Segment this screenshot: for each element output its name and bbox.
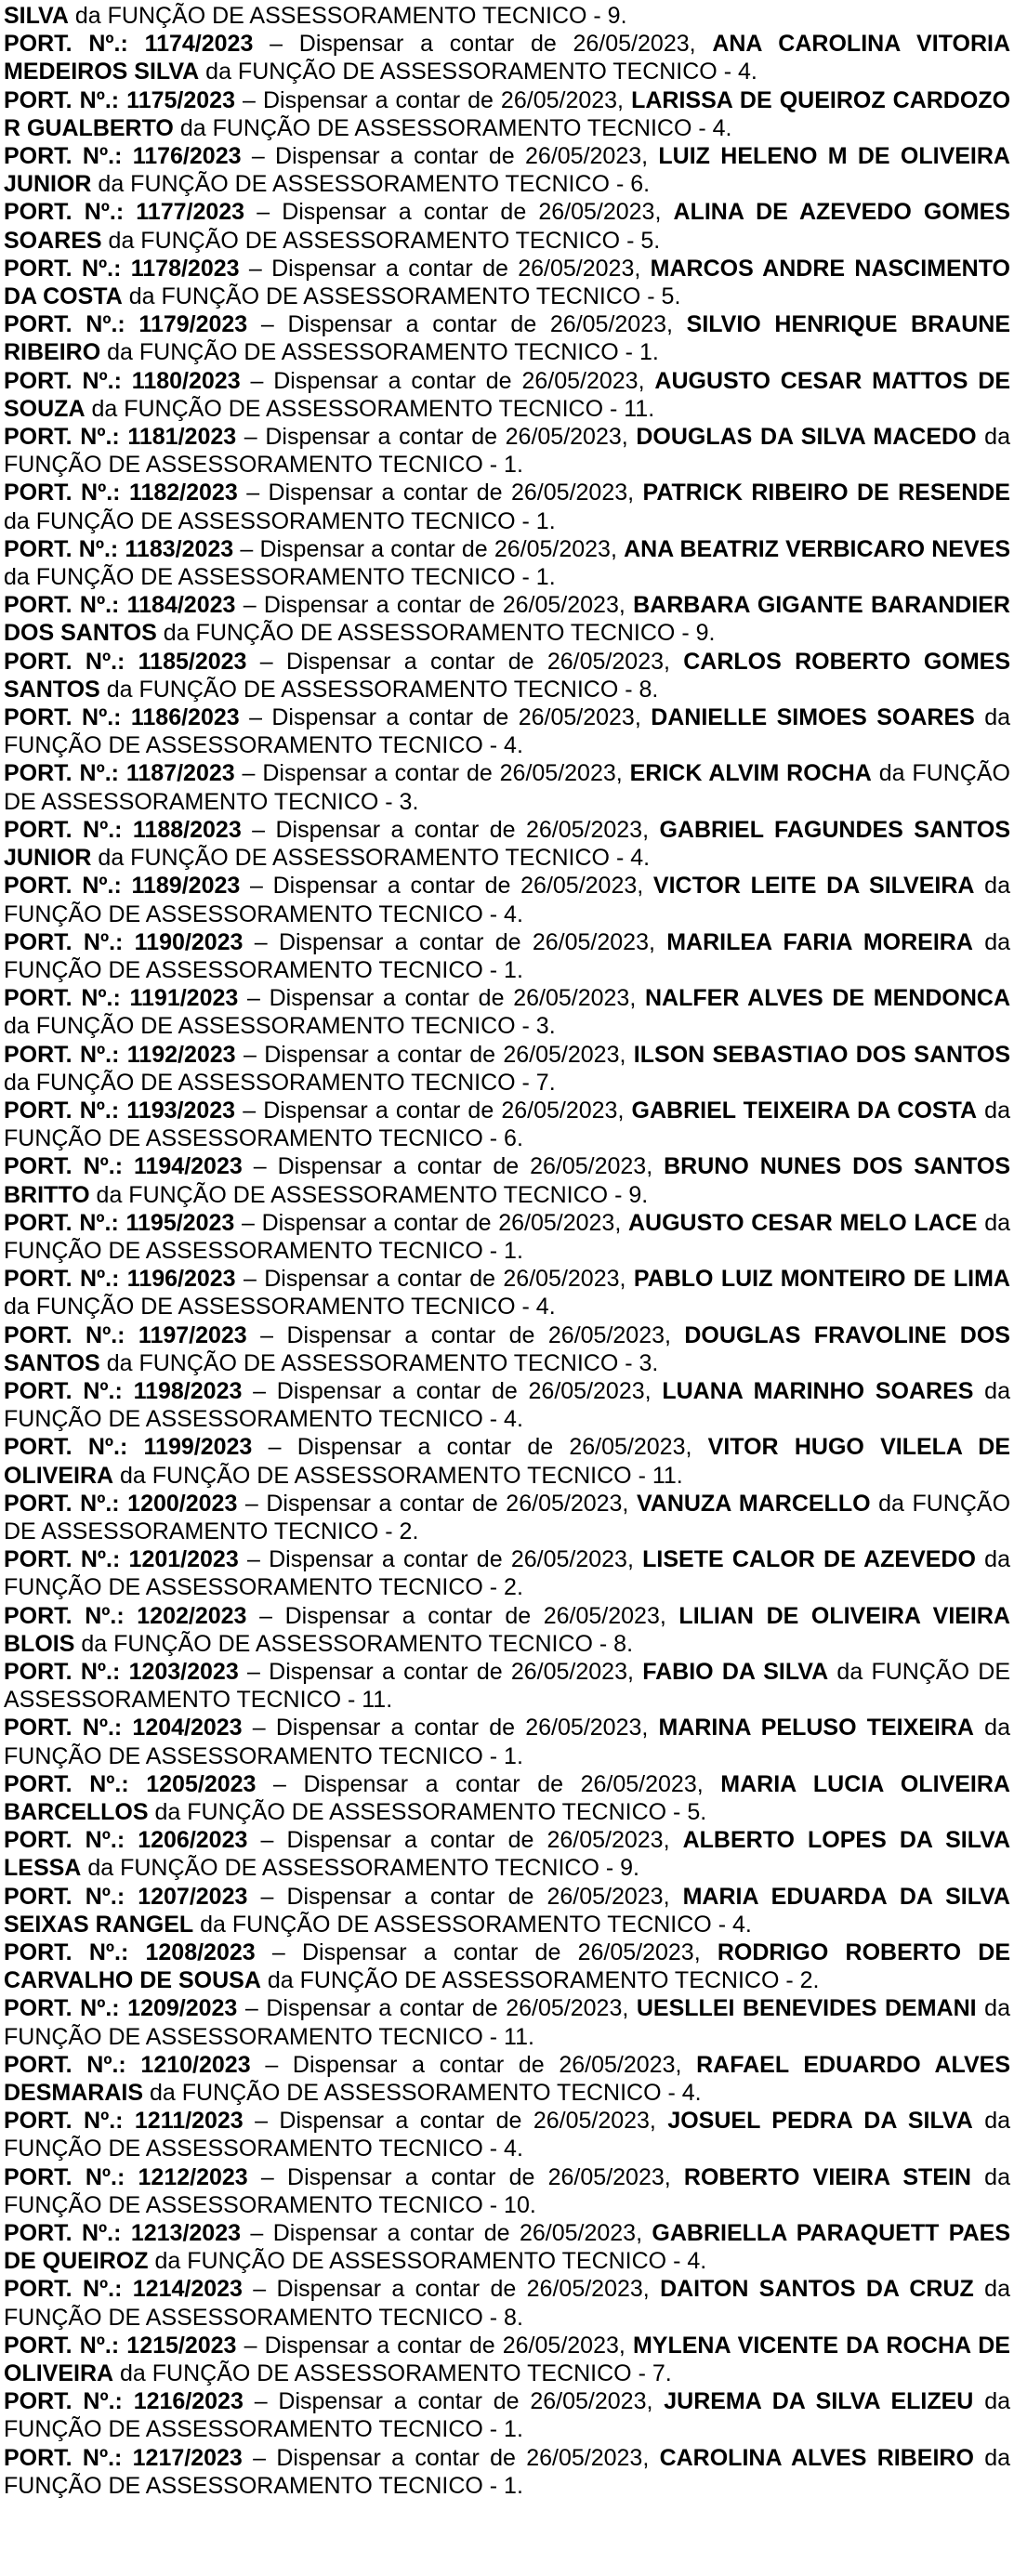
dispense-action: – Dispensar a contar de 26/05/2023,	[254, 928, 655, 955]
portaria-number: PORT. Nº.: 1200/2023	[4, 1490, 238, 1517]
employee-name: MARCOS ANDRE NASCIMENTO DA COSTA	[4, 255, 1010, 310]
portaria-entry	[4, 1377, 1010, 1433]
function-suffix: da FUNÇÃO DE ASSESSORAMENTO TECNICO - 1.	[107, 339, 659, 366]
portaria-number: PORT. Nº.: 1193/2023	[4, 1097, 236, 1124]
employee-name: RODRIGO ROBERTO DE CARVALHO DE SOUSA	[4, 1939, 1010, 1994]
portaria-entry	[4, 1714, 1010, 1769]
dispense-action: – Dispensar a contar de 26/05/2023,	[250, 2220, 643, 2247]
portaria-entry	[4, 703, 1010, 759]
portaria-number: PORT. Nº.: 1184/2023	[4, 592, 236, 619]
portaria-number: PORT. Nº.: 1207/2023	[4, 1883, 248, 1910]
employee-name: ROBERTO VIEIRA STEIN	[683, 2163, 971, 2190]
function-suffix: da FUNÇÃO DE ASSESSORAMENTO TECNICO - 1.	[4, 1209, 1010, 1264]
employee-name: VITOR HUGO VILELA DE OLIVEIRA	[4, 1434, 1010, 1489]
portaria-number: PORT. Nº.: 1199/2023	[4, 1434, 253, 1461]
function-suffix: da FUNÇÃO DE ASSESSORAMENTO TECNICO - 3.	[106, 1349, 659, 1376]
dispense-action: – Dispensar a contar de 26/05/2023,	[244, 2332, 626, 2359]
function-suffix: da FUNÇÃO DE ASSESSORAMENTO TECNICO - 7.	[120, 2360, 672, 2387]
employee-name: VICTOR LEITE DA SILVEIRA	[652, 873, 975, 900]
portaria-number: PORT. Nº.: 1188/2023	[4, 816, 242, 843]
function-suffix: da FUNÇÃO DE ASSESSORAMENTO TECNICO - 4.	[205, 59, 757, 85]
employee-name: BRUNO NUNES DOS SANTOS BRITTO	[4, 1153, 1011, 1208]
portaria-entry	[4, 1321, 1010, 1377]
function-suffix: da FUNÇÃO DE ASSESSORAMENTO TECNICO - 8.	[81, 1630, 634, 1657]
employee-name: SILVA	[4, 3, 69, 29]
portaria-number: PORT. Nº.: 1214/2023	[4, 2276, 243, 2303]
employee-name: MARINA PELUSO TEIXEIRA	[658, 1715, 974, 1741]
employee-name: DAITON SANTOS DA CRUZ	[660, 2276, 974, 2303]
portaria-entry	[4, 1826, 1010, 1882]
function-suffix: da FUNÇÃO DE ASSESSORAMENTO TECNICO - 1.	[4, 2444, 1011, 2499]
dispense-action: – Dispensar a contar de 26/05/2023,	[246, 480, 635, 506]
function-suffix: da FUNÇÃO DE ASSESSORAMENTO TECNICO - 9.	[96, 1181, 649, 1208]
portaria-entry	[4, 1883, 1010, 1939]
portaria-number: PORT. Nº.: 1174/2023	[4, 31, 254, 58]
dispense-action: – Dispensar a contar de 26/05/2023,	[273, 1770, 704, 1797]
portaria-number: PORT. Nº.: 1187/2023	[4, 760, 235, 787]
function-suffix: da FUNÇÃO DE ASSESSORAMENTO TECNICO - 1.	[4, 564, 556, 591]
employee-name: ALINA DE AZEVEDO GOMES SOARES	[4, 199, 1010, 254]
function-suffix: da FUNÇÃO DE ASSESSORAMENTO TECNICO - 6.	[98, 171, 651, 198]
employee-name: UESLLEI BENEVIDES DEMANI	[636, 1995, 977, 2022]
portaria-entry	[4, 367, 1010, 423]
function-suffix: da FUNÇÃO DE ASSESSORAMENTO TECNICO - 7.	[4, 1069, 556, 1096]
portaria-entry	[4, 535, 1010, 591]
dispense-action: – Dispensar a contar de 26/05/2023,	[242, 760, 623, 787]
portaria-number: PORT. Nº.: 1195/2023	[4, 1209, 235, 1236]
portaria-number: PORT. Nº.: 1186/2023	[4, 704, 240, 731]
function-suffix: da FUNÇÃO DE ASSESSORAMENTO TECNICO - 8.	[4, 2276, 1010, 2331]
employee-name: RAFAEL EDUARDO ALVES DESMARAIS	[4, 2051, 1010, 2107]
portaria-entry	[4, 1939, 1010, 1994]
employee-name: AUGUSTO CESAR MELO LACE	[628, 1209, 978, 1236]
portaria-entry	[4, 872, 1010, 927]
portaria-number: PORT. Nº.: 1215/2023	[4, 2332, 237, 2359]
portaria-entry	[4, 984, 1010, 1040]
dispense-action: – Dispensar a contar de 26/05/2023,	[243, 1266, 626, 1293]
employee-name: PABLO LUIZ MONTEIRO DE LIMA	[633, 1266, 1010, 1293]
dispense-action: – Dispensar a contar de 26/05/2023,	[243, 1097, 625, 1124]
portaria-entry	[4, 2275, 1010, 2331]
portaria-entry	[4, 648, 1010, 703]
portaria-entry	[4, 2051, 1010, 2107]
employee-name: ANA CAROLINA VITORIA MEDEIROS SILVA	[4, 31, 1010, 85]
portaria-entry	[4, 1152, 1010, 1208]
portaria-number: PORT. Nº.: 1196/2023	[4, 1266, 236, 1293]
portaria-number: PORT. Nº.: 1216/2023	[4, 2388, 244, 2415]
function-suffix: da FUNÇÃO DE ASSESSORAMENTO TECNICO - 1.	[4, 507, 556, 534]
function-suffix: da FUNÇÃO DE ASSESSORAMENTO TECNICO - 9.	[163, 620, 716, 647]
function-suffix: da FUNÇÃO DE ASSESSORAMENTO TECNICO - 4.	[4, 704, 1011, 759]
function-suffix: da FUNÇÃO DE ASSESSORAMENTO TECNICO - 6.	[4, 1097, 1010, 1152]
dispense-action: – Dispensar a contar de 26/05/2023,	[251, 143, 649, 170]
function-suffix: da FUNÇÃO DE ASSESSORAMENTO TECNICO - 4.	[4, 1377, 1010, 1433]
employee-name: ALBERTO LOPES DA SILVA LESSA	[4, 1827, 1010, 1882]
dispense-action: – Dispensar a contar de 26/05/2023,	[247, 985, 637, 1012]
dispense-action: – Dispensar a contar de 26/05/2023,	[244, 1490, 629, 1517]
function-suffix: da FUNÇÃO DE ASSESSORAMENTO TECNICO - 1.	[4, 1715, 1010, 1769]
portaria-entry	[4, 2444, 1010, 2500]
function-suffix: da FUNÇÃO DE ASSESSORAMENTO TECNICO - 9.	[74, 3, 627, 29]
dispense-action: – Dispensar a contar de 26/05/2023,	[259, 648, 670, 675]
portaria-entry	[4, 1097, 1010, 1152]
function-suffix: da FUNÇÃO DE ASSESSORAMENTO TECNICO - 9.	[87, 1855, 639, 1882]
function-suffix: da FUNÇÃO DE ASSESSORAMENTO TECNICO - 2.	[4, 1490, 1011, 1544]
portaria-entry	[4, 1545, 1010, 1601]
portaria-entry	[4, 255, 1010, 310]
portaria-number: PORT. Nº.: 1203/2023	[4, 1658, 239, 1685]
function-suffix: da FUNÇÃO DE ASSESSORAMENTO TECNICO - 10.	[4, 2163, 1010, 2218]
portaria-number: PORT. Nº.: 1210/2023	[4, 2051, 251, 2078]
employee-name: PATRICK RIBEIRO DE RESENDE	[642, 480, 1010, 506]
portaria-entry	[4, 759, 1010, 815]
dispense-action: – Dispensar a contar de 26/05/2023,	[250, 367, 645, 394]
portaria-entry	[4, 1770, 1010, 1826]
function-suffix: da FUNÇÃO DE ASSESSORAMENTO TECNICO - 4.	[149, 2080, 702, 2107]
portaria-entry	[4, 142, 1010, 198]
portaria-number: PORT. Nº.: 1179/2023	[4, 311, 248, 338]
portaria-number: PORT. Nº.: 1204/2023	[4, 1715, 243, 1741]
portaria-number: PORT. Nº.: 1175/2023	[4, 86, 235, 113]
dispense-action: – Dispensar a contar de 26/05/2023,	[243, 592, 626, 619]
employee-name: GABRIEL TEIXEIRA DA COSTA	[631, 1097, 978, 1124]
dispense-action: – Dispensar a contar de 26/05/2023,	[270, 31, 696, 58]
portaria-entry	[4, 816, 1010, 872]
portaria-number: PORT. Nº.: 1202/2023	[4, 1602, 247, 1629]
dispense-action: – Dispensar a contar de 26/05/2023,	[243, 86, 625, 113]
function-suffix: da FUNÇÃO DE ASSESSORAMENTO TECNICO - 4.	[4, 1294, 556, 1321]
dispense-action: – Dispensar a contar de 26/05/2023,	[268, 1434, 692, 1461]
dispense-action: – Dispensar a contar de 26/05/2023,	[249, 704, 641, 731]
dispense-action: – Dispensar a contar de 26/05/2023,	[260, 1883, 670, 1910]
dispense-action: – Dispensar a contar de 26/05/2023,	[259, 1602, 666, 1629]
portaria-number: PORT. Nº.: 1212/2023	[4, 2163, 248, 2190]
employee-name: DOUGLAS FRAVOLINE DOS SANTOS	[4, 1321, 1010, 1376]
dispense-action: – Dispensar a contar de 26/05/2023,	[247, 1658, 634, 1685]
employee-name: NALFER ALVES DE MENDONCA	[645, 985, 1011, 1012]
portaria-number: PORT. Nº.: 1205/2023	[4, 1770, 257, 1797]
portaria-number: PORT. Nº.: 1211/2023	[4, 2108, 244, 2135]
function-suffix: da FUNÇÃO DE ASSESSORAMENTO TECNICO - 8.	[106, 676, 659, 703]
dispense-action: – Dispensar a contar de 26/05/2023,	[265, 2051, 682, 2078]
portaria-entry	[4, 2332, 1010, 2387]
function-suffix: da FUNÇÃO DE ASSESSORAMENTO TECNICO - 3.	[4, 1013, 556, 1040]
dispense-action: – Dispensar a contar de 26/05/2023,	[271, 1939, 701, 1966]
employee-name: ANA BEATRIZ VERBICARO NEVES	[624, 535, 1011, 562]
portaria-entry	[4, 1209, 1010, 1265]
dispense-action: – Dispensar a contar de 26/05/2023,	[254, 2388, 653, 2415]
dispense-action: – Dispensar a contar de 26/05/2023,	[249, 873, 644, 900]
dispense-action: – Dispensar a contar de 26/05/2023,	[248, 255, 641, 282]
portaria-entry	[4, 2107, 1010, 2162]
dispense-action: – Dispensar a contar de 26/05/2023,	[253, 2276, 650, 2303]
portaria-entry	[4, 1490, 1010, 1545]
employee-name: MARILEA FARIA MOREIRA	[666, 928, 973, 955]
portaria-number: PORT. Nº.: 1192/2023	[4, 1041, 236, 1068]
function-suffix: da FUNÇÃO DE ASSESSORAMENTO TECNICO - 4.	[98, 845, 651, 872]
portaria-number: PORT. Nº.: 1191/2023	[4, 985, 239, 1012]
portaria-number: PORT. Nº.: 1182/2023	[4, 480, 238, 506]
portaria-list	[4, 30, 1010, 2500]
employee-name: GABRIELLA PARAQUETT PAES DE QUEIROZ	[4, 2220, 1010, 2275]
employee-name: AUGUSTO CESAR MATTOS DE SOUZA	[4, 367, 1011, 422]
employee-name: MARIA LUCIA OLIVEIRA BARCELLOS	[4, 1770, 1010, 1825]
portaria-entry	[4, 1602, 1010, 1658]
function-suffix: da FUNÇÃO DE ASSESSORAMENTO TECNICO - 4.	[4, 2108, 1011, 2162]
dispense-action: – Dispensar a contar de 26/05/2023,	[260, 1321, 671, 1348]
function-suffix: da FUNÇÃO DE ASSESSORAMENTO TECNICO - 5.	[128, 283, 681, 310]
portaria-entry	[4, 86, 1010, 142]
dispense-action: – Dispensar a contar de 26/05/2023,	[260, 1827, 670, 1854]
employee-name: JOSUEL PEDRA DA SILVA	[667, 2108, 973, 2135]
employee-name: LUANA MARINHO SOARES	[662, 1377, 974, 1404]
employee-name: LILIAN DE OLIVEIRA VIEIRA BLOIS	[4, 1602, 1010, 1657]
function-suffix: da FUNÇÃO DE ASSESSORAMENTO TECNICO - 2.	[267, 1967, 820, 1994]
function-suffix: da FUNÇÃO DE ASSESSORAMENTO TECNICO - 1.	[4, 928, 1010, 983]
portaria-number: PORT. Nº.: 1213/2023	[4, 2220, 242, 2247]
dispense-action: – Dispensar a contar de 26/05/2023,	[253, 1153, 653, 1180]
portaria-entry	[4, 2163, 1010, 2219]
portaria-number: PORT. Nº.: 1194/2023	[4, 1153, 243, 1180]
portaria-entry	[4, 1433, 1010, 1489]
portaria-number: PORT. Nº.: 1217/2023	[4, 2444, 243, 2471]
portaria-entry	[4, 1994, 1010, 2050]
dispense-action: – Dispensar a contar de 26/05/2023,	[246, 1546, 634, 1573]
function-suffix: da FUNÇÃO DE ASSESSORAMENTO TECNICO - 3.	[4, 760, 1010, 815]
portaria-entry	[4, 1265, 1010, 1321]
employee-name: DOUGLAS DA SILVA MACEDO	[636, 424, 977, 451]
employee-name: MARIA EDUARDA DA SILVA SEIXAS RANGEL	[4, 1883, 1010, 1938]
portaria-number: PORT. Nº.: 1206/2023	[4, 1827, 248, 1854]
portaria-entry	[4, 479, 1010, 534]
function-suffix: da FUNÇÃO DE ASSESSORAMENTO TECNICO - 4.	[154, 2248, 707, 2275]
dispense-action: – Dispensar a contar de 26/05/2023,	[243, 1041, 626, 1068]
portaria-number: PORT. Nº.: 1198/2023	[4, 1377, 243, 1404]
employee-name: SILVIO HENRIQUE BRAUNE RIBEIRO	[4, 311, 1010, 366]
function-suffix: da FUNÇÃO DE ASSESSORAMENTO TECNICO - 4.	[200, 1911, 752, 1938]
portaria-number: PORT. Nº.: 1181/2023	[4, 424, 237, 451]
function-suffix: da FUNÇÃO DE ASSESSORAMENTO TECNICO - 11.	[120, 1462, 683, 1489]
dispense-action: – Dispensar a contar de 26/05/2023,	[253, 1377, 652, 1404]
dispense-action: – Dispensar a contar de 26/05/2023,	[240, 535, 617, 562]
portaria-number: PORT. Nº.: 1178/2023	[4, 255, 240, 282]
portaria-number: PORT. Nº.: 1183/2023	[4, 535, 234, 562]
portaria-entry	[4, 1658, 1010, 1714]
employee-name: CARLOS ROBERTO GOMES SANTOS	[4, 648, 1011, 703]
employee-name: DANIELLE SIMOES SOARES	[651, 704, 975, 731]
lead-entry	[4, 2, 1010, 30]
portaria-entry	[4, 30, 1010, 85]
dispense-action: – Dispensar a contar de 26/05/2023,	[260, 311, 673, 338]
employee-name: BARBARA GIGANTE BARANDIER DOS SANTOS	[4, 592, 1010, 647]
function-suffix: da FUNÇÃO DE ASSESSORAMENTO TECNICO - 1.	[4, 2388, 1010, 2443]
function-suffix: da FUNÇÃO DE ASSESSORAMENTO TECNICO - 4.	[179, 114, 732, 141]
portaria-entry	[4, 310, 1010, 366]
portaria-entry	[4, 198, 1010, 254]
portaria-entry	[4, 2219, 1010, 2275]
portaria-number: PORT. Nº.: 1177/2023	[4, 199, 245, 226]
dispense-action: – Dispensar a contar de 26/05/2023,	[242, 1209, 622, 1236]
employee-name: GABRIEL FAGUNDES SANTOS JUNIOR	[4, 816, 1010, 872]
portaria-entry	[4, 2387, 1010, 2443]
employee-name: LARISSA DE QUEIROZ CARDOZO R GUALBERTO	[4, 86, 1011, 141]
portaria-number: PORT. Nº.: 1185/2023	[4, 648, 247, 675]
portaria-number: PORT. Nº.: 1208/2023	[4, 1939, 256, 1966]
portaria-number: PORT. Nº.: 1180/2023	[4, 367, 241, 394]
employee-name: JUREMA DA SILVA ELIZEU	[664, 2388, 974, 2415]
function-suffix: da FUNÇÃO DE ASSESSORAMENTO TECNICO - 1.	[4, 424, 1010, 479]
function-suffix: da FUNÇÃO DE ASSESSORAMENTO TECNICO - 11.	[4, 1658, 1011, 1714]
function-suffix: da FUNÇÃO DE ASSESSORAMENTO TECNICO - 5.	[108, 227, 661, 254]
employee-name: ILSON SEBASTIAO DOS SANTOS	[633, 1041, 1010, 1068]
dispense-action: – Dispensar a contar de 26/05/2023,	[244, 424, 628, 451]
employee-name: FABIO DA SILVA	[642, 1658, 829, 1685]
function-suffix: da FUNÇÃO DE ASSESSORAMENTO TECNICO - 2.	[4, 1546, 1010, 1601]
function-suffix: da FUNÇÃO DE ASSESSORAMENTO TECNICO - 11.	[4, 1995, 1010, 2050]
dispense-action: – Dispensar a contar de 26/05/2023,	[253, 2444, 650, 2471]
employee-name: VANUZA MARCELLO	[636, 1490, 871, 1517]
dispense-action: – Dispensar a contar de 26/05/2023,	[252, 816, 650, 843]
portaria-entry	[4, 1041, 1010, 1097]
portaria-number: PORT. Nº.: 1189/2023	[4, 873, 241, 900]
portaria-number: PORT. Nº.: 1190/2023	[4, 928, 244, 955]
portaria-number: PORT. Nº.: 1209/2023	[4, 1995, 238, 2022]
dispense-action: – Dispensar a contar de 26/05/2023,	[260, 2163, 671, 2190]
employee-name: LISETE CALOR DE AZEVEDO	[642, 1546, 976, 1573]
portaria-number: PORT. Nº.: 1176/2023	[4, 143, 242, 170]
function-suffix: da FUNÇÃO DE ASSESSORAMENTO TECNICO - 11.	[91, 395, 655, 422]
dispense-action: – Dispensar a contar de 26/05/2023,	[244, 1995, 629, 2022]
employee-name: ERICK ALVIM ROCHA	[629, 760, 872, 787]
employee-name: MYLENA VICENTE DA ROCHA DE OLIVEIRA	[4, 2332, 1010, 2387]
dispense-action: – Dispensar a contar de 26/05/2023,	[257, 199, 662, 226]
portaria-entry	[4, 928, 1010, 984]
employee-name: LUIZ HELENO M DE OLIVEIRA JUNIOR	[4, 143, 1010, 198]
portaria-entry	[4, 423, 1010, 479]
employee-name: CAROLINA ALVES RIBEIRO	[659, 2444, 974, 2471]
function-suffix: da FUNÇÃO DE ASSESSORAMENTO TECNICO - 5.	[154, 1799, 707, 1825]
portaria-number: PORT. Nº.: 1197/2023	[4, 1321, 247, 1348]
portaria-number: PORT. Nº.: 1201/2023	[4, 1546, 239, 1573]
dispense-action: – Dispensar a contar de 26/05/2023,	[252, 1715, 649, 1741]
function-suffix: da FUNÇÃO DE ASSESSORAMENTO TECNICO - 4.	[4, 873, 1010, 927]
dispense-action: – Dispensar a contar de 26/05/2023,	[255, 2108, 656, 2135]
portaria-entry	[4, 591, 1010, 647]
